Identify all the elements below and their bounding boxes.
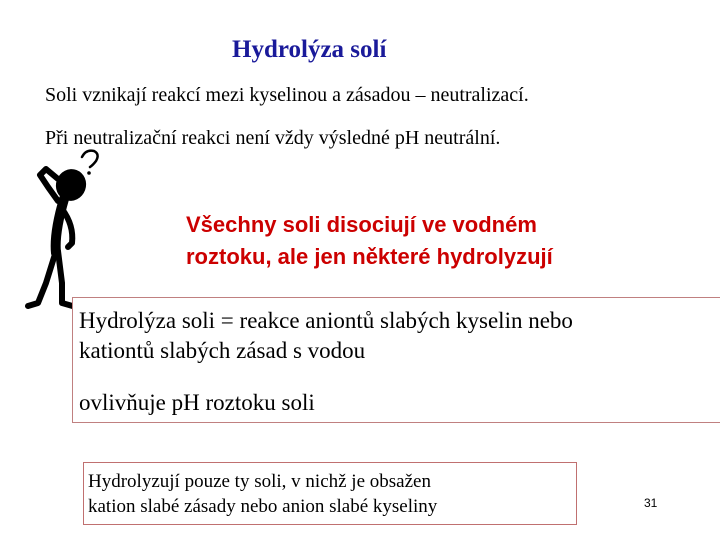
- intro-line-2: Při neutralizační reakci není vždy výsledné pH neutrální.: [45, 127, 501, 149]
- info-text: [88, 469, 437, 519]
- slide-title: Hydrolýza solí: [232, 36, 387, 63]
- hydrolysis-note-line-2: roztoku, ale jen některé hydrolyzují: [186, 244, 553, 269]
- definition-line-3: ovlivňuje pH roztoku soli: [79, 390, 315, 415]
- hydrolysis-note-line-1: Všechny soli disociují ve vodném: [186, 212, 537, 237]
- info-line-2: kation slabé zásady nebo anion slabé kyseliny: [88, 496, 438, 517]
- page-number: 31: [644, 496, 658, 510]
- definition-line-2: kationtů slabých zásad s vodou: [79, 338, 366, 363]
- thinking-person-icon: [18, 143, 118, 318]
- intro-line-1: Soli vznikají reakcí mezi kyselinou a zásadou – neutralizací.: [45, 84, 529, 106]
- definition-box: [72, 297, 720, 423]
- definition-line-1: Hydrolýza soli = reakce aniontů slabých kyselin nebo: [79, 308, 573, 333]
- info-line-1: Hydrolyzují pouze ty soli, v nichž je obsažen: [88, 471, 431, 492]
- info-box: [83, 462, 577, 525]
- definition-text: [79, 306, 573, 366]
- hydrolysis-note: [186, 209, 553, 273]
